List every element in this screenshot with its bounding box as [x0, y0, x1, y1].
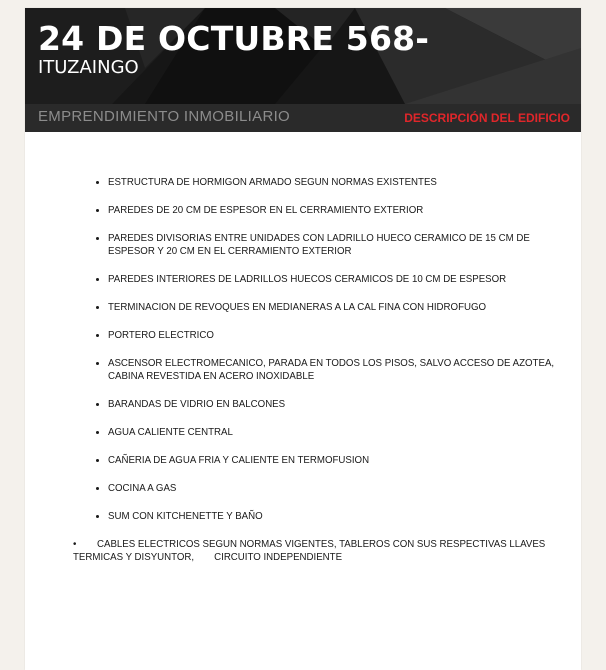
list-item: • PORTERO ELECTRICO — [108, 329, 578, 342]
features-list — [87, 176, 578, 538]
note-bullet: • — [73, 539, 77, 550]
list-item: • CAÑERIA DE AGUA FRIA Y CALIENTE EN TERMOFUSION — [108, 454, 578, 467]
list-item: • BARANDAS DE VIDRIO EN BALCONES — [108, 398, 578, 411]
list-item: • PAREDES DE 20 CM DE ESPESOR EN EL CERRAMIENTO EXTERIOR — [108, 204, 578, 217]
note-text: CABLES ELECTRICOS SEGUN NORMAS VIGENTES, TABLEROS CON SUS RESPECTIVAS LLAVES TERMICAS Y DISYUNTOR, — [73, 539, 546, 563]
list-item: • SUM CON KITCHENETTE Y BAÑO — [108, 510, 578, 523]
header-banner — [25, 8, 581, 132]
list-item: • PAREDES DIVISORIAS ENTRE UNIDADES CON LADRILLO HUECO CERAMICO DE 15 CM DE ESPESOR Y 20 CM EN EL CERRAMIENTO EXTERIOR — [108, 232, 578, 258]
list-item: • AGUA CALIENTE CENTRAL — [108, 426, 578, 439]
list-item: • COCINA A GAS — [108, 482, 578, 495]
building-address-title: 24 DE OCTUBRE 568- — [38, 19, 430, 58]
electrical-note — [73, 538, 563, 564]
list-item: • TERMINACION DE REVOQUES EN MEDIANERAS A LA CAL FINA CON HIDROFUGO — [108, 301, 578, 314]
section-label: DESCRIPCIÓN DEL EDIFICIO — [404, 111, 570, 125]
list-item: • ASCENSOR ELECTROMECANICO, PARADA EN TODOS LOS PISOS, SALVO ACCESO DE AZOTEA, CABINA REVESTIDA EN ACERO INOXIDABLE — [108, 357, 578, 383]
list-item: • ESTRUCTURA DE HORMIGON ARMADO SEGUN NORMAS EXISTENTES — [108, 176, 578, 189]
list-item: • PAREDES INTERIORES DE LADRILLOS HUECOS CERAMICOS DE 10 CM DE ESPESOR — [108, 273, 578, 286]
tagline: EMPRENDIMIENTO INMOBILIARIO — [38, 108, 291, 125]
locality-subtitle: ITUZAINGO — [38, 57, 139, 78]
document-page — [25, 8, 581, 670]
note-text-end: CIRCUITO INDEPENDIENTE — [214, 552, 343, 563]
